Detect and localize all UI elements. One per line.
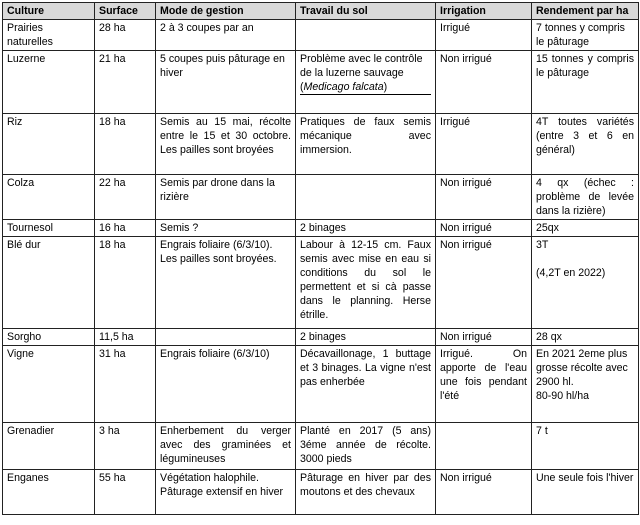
- cell-mode: Enherbement du verger avec des graminées et légumineuses: [156, 423, 296, 470]
- cell-irrigation: [436, 423, 532, 470]
- cell-travail: Décavaillonage, 1 buttage et 3 binages. La vigne n'est pas enherbée: [296, 346, 436, 423]
- cell-travail: [296, 175, 436, 220]
- cell-mode: 5 coupes puis pâturage en hiver: [156, 51, 296, 114]
- cell-rendement: 4T toutes variétés (entre 3 et 6 en général): [532, 114, 639, 175]
- table-row: [3, 51, 639, 114]
- header-travail-du-sol: Travail du sol: [296, 3, 436, 20]
- document-page: [2, 2, 638, 515]
- cell-irrigation: Non irrigué: [436, 51, 532, 114]
- rendement-value: En 2021 2eme plus grosse récolte avec 2900 hl.: [536, 348, 628, 388]
- cell-surface: 16 ha: [95, 220, 156, 237]
- cell-irrigation: Irrigué: [436, 114, 532, 175]
- rendement-note: 80-90 hl/ha: [536, 390, 590, 402]
- cell-rendement: Une seule fois l'hiver: [532, 470, 639, 515]
- species-name: Medicago falcata: [303, 81, 384, 93]
- cell-culture: Riz: [3, 114, 95, 175]
- cell-travail: Planté en 2017 (5 ans) 3éme année de récolte. 3000 pieds: [296, 423, 436, 470]
- cell-surface: 11,5 ha: [95, 329, 156, 346]
- cell-mode: Engrais foliaire (6/3/10). Les pailles sont broyées.: [156, 237, 296, 329]
- cell-rendement: [532, 237, 639, 329]
- table-row: [3, 220, 639, 237]
- table-row: [3, 329, 639, 346]
- cell-mode: Semis ?: [156, 220, 296, 237]
- table-row: [3, 237, 639, 329]
- crop-management-table: [2, 2, 639, 515]
- cell-culture: Vigne: [3, 346, 95, 423]
- header-rendement: Rendement par ha: [532, 3, 639, 20]
- table-row: [3, 470, 639, 515]
- cell-mode: [156, 329, 296, 346]
- travail-underlined-text: Problème avec le contrôle de la luzerne sauvage (Medicago falcata): [300, 52, 431, 95]
- cell-travail: Pratiques de faux semis mécanique avec immersion.: [296, 114, 436, 175]
- cell-culture: Prairies naturelles: [3, 20, 95, 51]
- cell-surface: 18 ha: [95, 237, 156, 329]
- cell-culture: Sorgho: [3, 329, 95, 346]
- header-row: [3, 3, 639, 20]
- cell-rendement: 28 qx: [532, 329, 639, 346]
- header-culture: Culture: [3, 3, 95, 20]
- table-row: [3, 20, 639, 51]
- cell-mode: Engrais foliaire (6/3/10): [156, 346, 296, 423]
- cell-culture: Enganes: [3, 470, 95, 515]
- cell-surface: 18 ha: [95, 114, 156, 175]
- cell-travail: 2 binages: [296, 220, 436, 237]
- rendement-note: (4,2T en 2022): [536, 267, 606, 279]
- cell-rendement: [532, 346, 639, 423]
- cell-surface: 22 ha: [95, 175, 156, 220]
- header-mode-de-gestion: Mode de gestion: [156, 3, 296, 20]
- cell-irrigation: Non irrigué: [436, 237, 532, 329]
- cell-travail: 2 binages: [296, 329, 436, 346]
- cell-rendement: 4 qx (échec : problème de levée dans la rizière): [532, 175, 639, 220]
- cell-surface: 31 ha: [95, 346, 156, 423]
- cell-mode: Végétation halophile. Pâturage extensif en hiver: [156, 470, 296, 515]
- cell-irrigation: Non irrigué: [436, 470, 532, 515]
- cell-mode: 2 à 3 coupes par an: [156, 20, 296, 51]
- cell-irrigation: Irrigué: [436, 20, 532, 51]
- table-row: [3, 346, 639, 423]
- cell-irrigation: Irrigué. On apporte de l'eau une fois pendant l'été: [436, 346, 532, 423]
- rendement-value: 3T: [536, 239, 549, 251]
- cell-surface: 3 ha: [95, 423, 156, 470]
- cell-rendement: 25qx: [532, 220, 639, 237]
- cell-travail: [296, 51, 436, 114]
- cell-culture: Grenadier: [3, 423, 95, 470]
- cell-surface: 21 ha: [95, 51, 156, 114]
- cell-irrigation: Non irrigué: [436, 175, 532, 220]
- cell-rendement: 15 tonnes y compris le pâturage: [532, 51, 639, 114]
- cell-culture: Tournesol: [3, 220, 95, 237]
- cell-mode: Semis par drone dans la rizière: [156, 175, 296, 220]
- cell-irrigation: Non irrigué: [436, 329, 532, 346]
- cell-rendement: 7 tonnes y compris le pâturage: [532, 20, 639, 51]
- cell-surface: 28 ha: [95, 20, 156, 51]
- cell-culture: Colza: [3, 175, 95, 220]
- header-irrigation: Irrigation: [436, 3, 532, 20]
- cell-culture: Luzerne: [3, 51, 95, 114]
- cell-travail: Labour à 12-15 cm. Faux semis avec mise en eau si conditions du sol le permettent et si cà passe dans le planning. Herse étrille.: [296, 237, 436, 329]
- table-row: [3, 175, 639, 220]
- table-row: [3, 423, 639, 470]
- cell-travail: Pâturage en hiver par des moutons et des chevaux: [296, 470, 436, 515]
- cell-mode: Semis au 15 mai, récolte entre le 15 et 30 octobre. Les pailles sont broyées: [156, 114, 296, 175]
- cell-culture: Blé dur: [3, 237, 95, 329]
- header-surface: Surface: [95, 3, 156, 20]
- cell-travail: [296, 20, 436, 51]
- cell-irrigation: Non irrigué: [436, 220, 532, 237]
- cell-surface: 55 ha: [95, 470, 156, 515]
- cell-rendement: 7 t: [532, 423, 639, 470]
- table-row: [3, 114, 639, 175]
